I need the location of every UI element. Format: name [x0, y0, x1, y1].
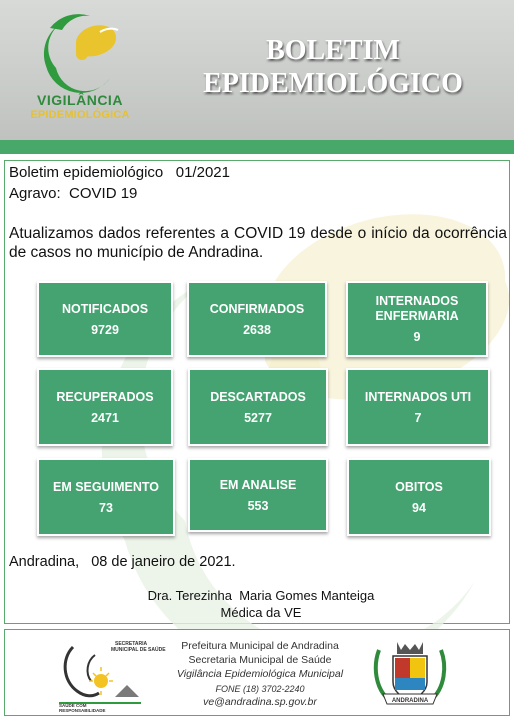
- stat-label: OBITOS: [395, 479, 443, 494]
- stat-value: 2638: [243, 322, 271, 337]
- stat-value: 2471: [91, 410, 119, 425]
- footer-vigilancia: Vigilância Epidemiológica Municipal: [176, 668, 344, 680]
- bulletin-agravo: Agravo: COVID 19: [9, 185, 138, 202]
- footer: [4, 629, 510, 716]
- left-logo-caption-bottom: SAÚDE COM RESPONSABILIDADE: [59, 703, 106, 713]
- footer-prefeitura: Prefeitura Municipal de Andradina: [181, 640, 339, 652]
- stat-label: CONFIRMADOS: [209, 301, 305, 316]
- logo-text-vigilancia: VIGILÂNCIA: [37, 92, 123, 108]
- stat-card-internados-enfermaria: [346, 281, 488, 357]
- bulletin-body: [4, 160, 510, 624]
- stat-card-descartados: [188, 368, 328, 446]
- stat-label: INTERNADOS ENFERMARIA: [375, 294, 459, 323]
- bulletin-intro: Atualizamos dados referentes a COVID 19 desde o início da ocorrência de casos no município de Andradina.: [9, 225, 507, 261]
- stat-card-recuperados: [37, 368, 173, 446]
- title-line-2: EPIDEMIOLÓGICO: [203, 68, 463, 99]
- page-title: [160, 34, 506, 100]
- stat-card-obitos: [347, 458, 491, 536]
- stat-card-em-seguimento: [37, 458, 175, 536]
- andradina-crest-icon: [371, 636, 449, 714]
- stat-card-internados-uti: [346, 368, 490, 446]
- stat-value: 7: [414, 410, 422, 425]
- logo-text-epidemiologica: EPIDEMIOLÓGICA: [30, 109, 130, 121]
- stat-value: 553: [247, 498, 269, 513]
- stat-label: DESCARTADOS: [210, 389, 306, 404]
- header-banner: [0, 0, 514, 140]
- stat-label: RECUPERADOS: [56, 389, 154, 404]
- stat-card-confirmados: [187, 281, 327, 357]
- bulletin-number: Boletim epidemiológico 01/2021: [9, 164, 230, 181]
- footer-phone: FONE (18) 3702-2240: [215, 684, 305, 694]
- left-logo-caption-top: SECRETARIA MUNICIPAL DE SAÚDE: [111, 641, 166, 653]
- stat-label: INTERNADOS UTI: [364, 389, 472, 404]
- stat-value: 94: [412, 500, 426, 515]
- footer-email: ve@andradina.sp.gov.br: [203, 696, 317, 708]
- stat-value: 5277: [244, 410, 272, 425]
- stat-value: 9: [413, 330, 421, 344]
- signature-name: Dra. Terezinha Maria Gomes Manteiga: [147, 588, 375, 603]
- crest-banner-text: ANDRADINA: [391, 698, 429, 704]
- stat-label: NOTIFICADOS: [61, 301, 149, 316]
- footer-secretaria: Secretaria Municipal de Saúde: [188, 654, 332, 666]
- secretaria-saude-logo-icon: [55, 637, 166, 713]
- bulletin-date: Andradina, 08 de janeiro de 2021.: [9, 554, 236, 570]
- stat-card-notificados: [37, 281, 173, 357]
- header-stripe: [0, 140, 514, 154]
- stat-label: EM ANALISE: [219, 477, 297, 492]
- title-line-1: BOLETIM: [266, 35, 400, 66]
- stat-value: 73: [99, 500, 113, 515]
- stat-card-em-analise: [188, 458, 328, 532]
- signature-role: Médica da VE: [220, 605, 302, 620]
- stat-value: 9729: [91, 322, 119, 337]
- stat-label: EM SEGUIMENTO: [52, 479, 160, 494]
